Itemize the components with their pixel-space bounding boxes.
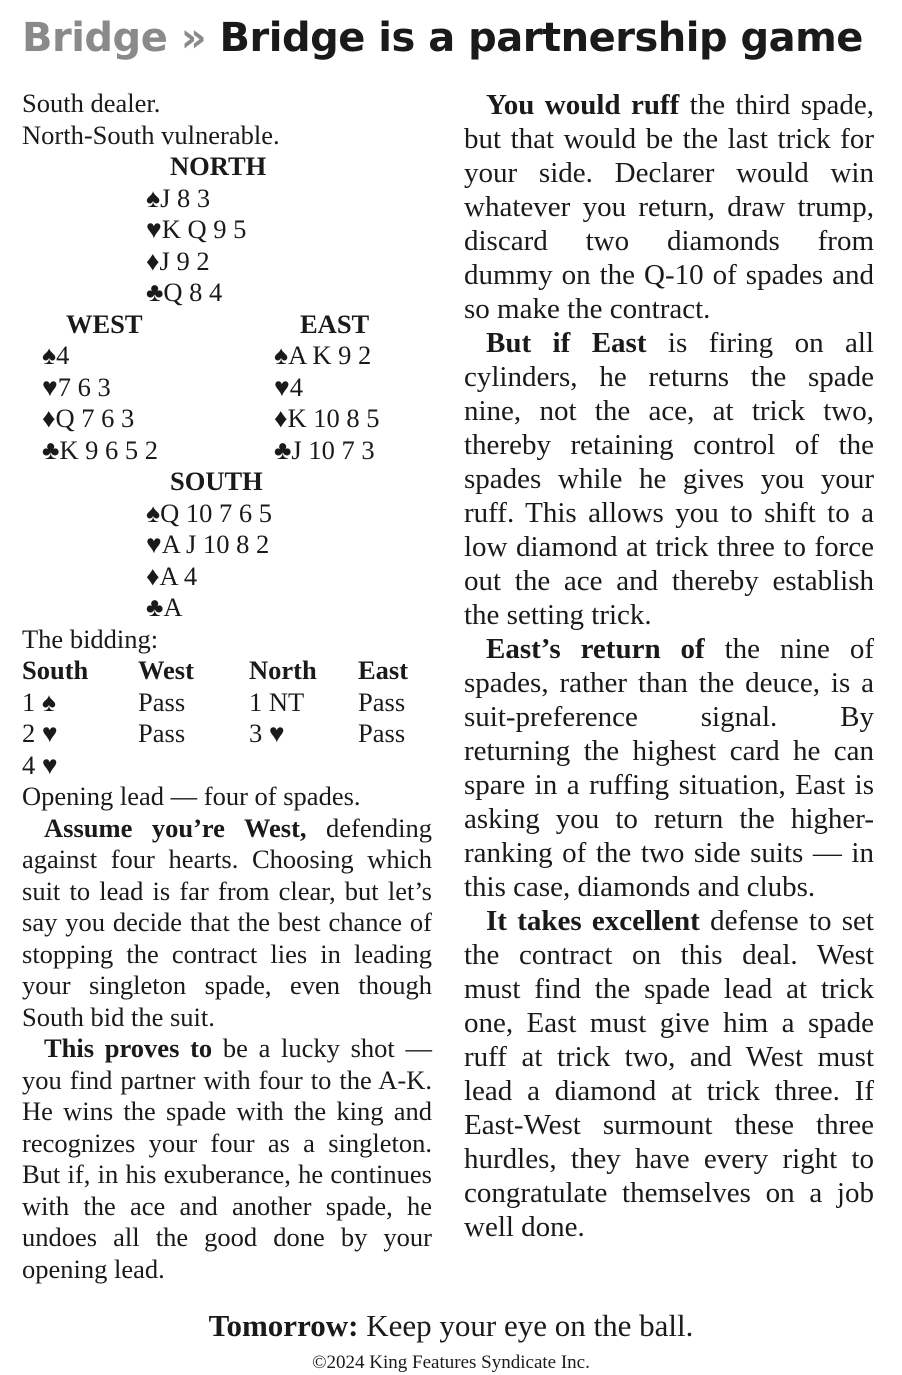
bid-col-east: East — [358, 655, 409, 685]
west-clubs: ♣K 9 6 5 2 — [42, 434, 159, 465]
west-diamonds: ♦Q 7 6 3 — [42, 403, 135, 433]
body-paragraph — [22, 1033, 432, 1285]
east-hearts: ♥4 — [274, 371, 303, 402]
paragraph-lead: East’s return of — [486, 633, 705, 665]
bid-cell: Pass — [358, 718, 406, 748]
tomorrow-teaser — [0, 1306, 902, 1346]
body-paragraph — [22, 813, 432, 1034]
bidding-row — [22, 750, 432, 782]
body-paragraph — [464, 326, 874, 632]
bid-cell: 2 ♥ — [22, 718, 58, 748]
east-clubs: ♣J 10 7 3 — [274, 434, 375, 465]
bid-cell: Pass — [138, 686, 186, 717]
north-diamonds: ♦J 9 2 — [146, 245, 210, 276]
bid-cell: 3 ♥ — [249, 718, 285, 748]
category-label: Bridge » — [22, 15, 207, 61]
vulnerability-line: North-South vulnerable. — [22, 119, 280, 150]
dealer-line: South dealer. — [22, 88, 161, 118]
paragraph-lead: You would ruff — [486, 89, 680, 121]
north-hand — [22, 151, 432, 309]
bid-cell: 1 NT — [249, 686, 305, 717]
paragraph-lead: This proves to — [44, 1033, 213, 1063]
bid-cell: 4 ♥ — [22, 749, 58, 780]
body-paragraph — [464, 904, 874, 1244]
paragraph-text: be a lucky shot — you find partner with four to the A-K. He wins the spade with the king and recognizes your four as a singleton. But if, in his exuberance, he continues with the ace and another spade, he undoes all the good done by your opening lead. — [22, 1033, 433, 1284]
north-hearts: ♥K Q 9 5 — [146, 214, 247, 244]
bidding-table — [22, 655, 432, 781]
bidding-row — [22, 718, 432, 750]
right-flow — [464, 88, 874, 1244]
west-label: WEST — [66, 308, 143, 339]
bid-col-north: North — [249, 655, 317, 685]
bid-cell: Pass — [358, 686, 406, 717]
paragraph-text: the nine of spades, rather than the deuce, is a suit-preference signal. By returning the highest card he can spare in a ruffing situation, East is asking you to return the higher-ranking of the two side suits — in this case, diamonds and clubs. — [464, 633, 874, 903]
south-diamonds: ♦A 4 — [146, 560, 198, 591]
bid-cell: 1 ♠ — [22, 686, 56, 717]
south-hearts: ♥A J 10 8 2 — [146, 529, 270, 559]
north-label: NORTH — [170, 151, 267, 181]
bidding-row — [22, 687, 432, 719]
paragraph-text: defending against four hearts. Choosing which suit to lead is far from clear, but let’s say you decide that the best chance of stopping the contract lies in leading your singleton spade, even though South bid the suit. — [22, 812, 432, 1032]
south-spades: ♠Q 10 7 6 5 — [146, 497, 272, 528]
west-hearts: ♥7 6 3 — [42, 371, 111, 402]
article-title: Bridge is a partnership game — [219, 15, 863, 61]
south-label: SOUTH — [170, 466, 263, 496]
right-column — [464, 88, 874, 1244]
paragraph-lead: It takes excellent — [486, 905, 700, 937]
paragraph-text: is firing on all cylinders, he returns the spade nine, not the ace, at trick two, thereby retaining control of the spades while he gives you your ruff. This allows you to shift to a low diamond at trick three to force out the ace and thereby establish the setting trick. — [464, 327, 874, 631]
body-paragraph — [464, 632, 874, 904]
column-header — [22, 12, 882, 64]
west-spades: ♠4 — [42, 340, 70, 370]
bidding-heading: The bidding: — [22, 623, 159, 654]
bid-col-west: West — [138, 655, 194, 685]
bid-col-south: South — [22, 655, 89, 685]
tomorrow-text: Keep your eye on the ball. — [358, 1308, 694, 1343]
north-spades: ♠J 8 3 — [146, 182, 211, 213]
bid-cell: Pass — [138, 718, 186, 748]
north-clubs: ♣Q 8 4 — [146, 277, 223, 307]
opening-lead: Opening lead — four of spades. — [22, 781, 361, 811]
tomorrow-label: Tomorrow: — [208, 1308, 359, 1343]
paragraph-lead: Assume you’re West, — [44, 812, 307, 843]
body-paragraph — [464, 88, 874, 326]
south-clubs: ♣A — [146, 592, 183, 622]
bidding-header-row — [22, 655, 432, 687]
copyright: ©2024 King Features Syndicate Inc. — [312, 1352, 590, 1373]
east-diamonds: ♦K 10 8 5 — [274, 403, 380, 433]
east-label: EAST — [300, 308, 370, 339]
east-spades: ♠A K 9 2 — [274, 340, 372, 370]
south-hand — [22, 466, 432, 624]
paragraph-lead: But if East — [486, 327, 647, 359]
paragraph-text: the third spade, but that would be the last trick for your side. Declarer would win whatever you return, draw trump, discard two diamonds from dummy on the Q-10 of spades and so make the contract. — [464, 89, 874, 325]
paragraph-text: defense to set the contract on this deal. West must find the spade lead at trick one, East must give him a spade ruff at trick two, and West must lead a diamond at trick three. If East-West surmount these three hurdles, they have every right to congratulate themselves on a job well done. — [464, 905, 874, 1243]
left-column — [22, 88, 432, 1285]
west-east-hands — [22, 309, 432, 467]
